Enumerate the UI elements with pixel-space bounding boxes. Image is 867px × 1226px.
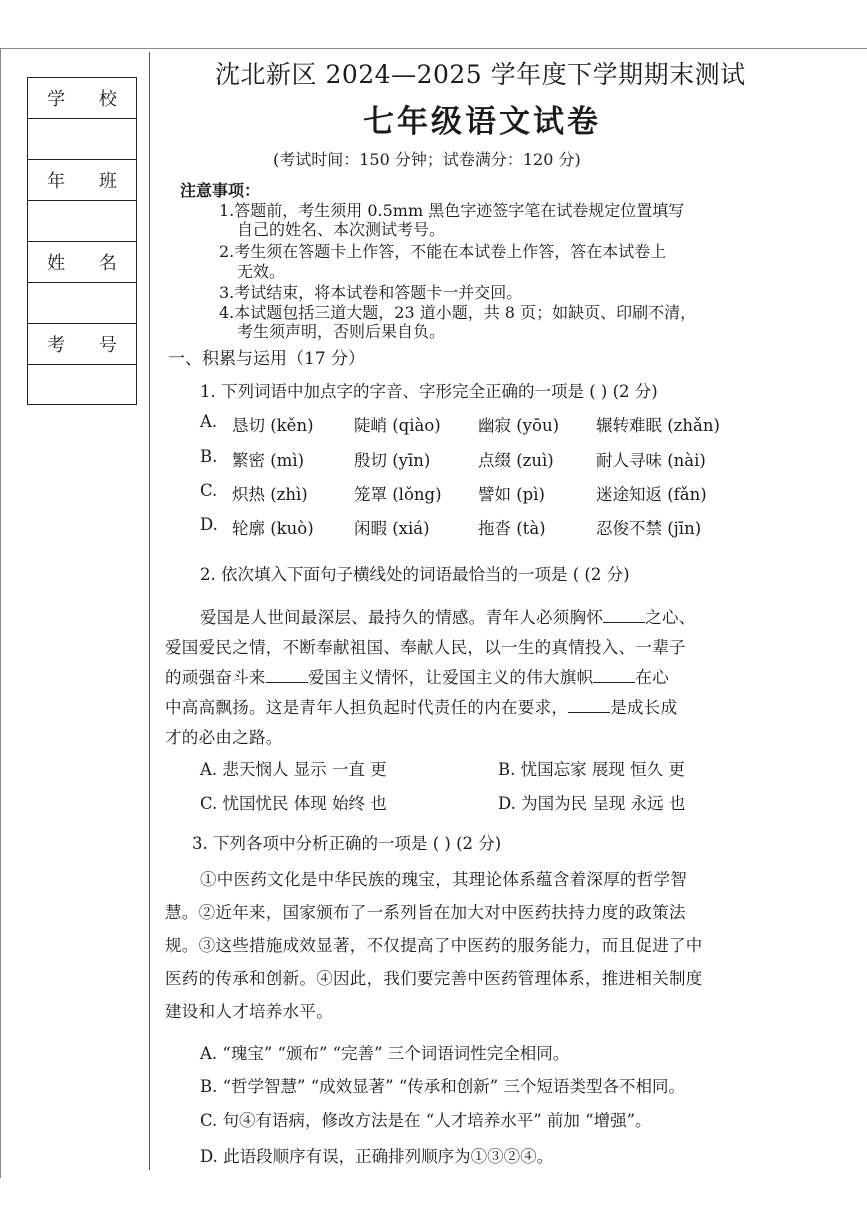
paper-title: 七年级语文试卷: [363, 104, 601, 140]
question-3-passage-line: ①中医药文化是中华民族的瑰宝，其理论体系蕴含着深厚的哲学智: [200, 870, 688, 889]
answer-blank: [603, 608, 645, 623]
option-word: 陡峭 (qiào): [354, 416, 441, 435]
question-2-passage-line: 爱国是人世间最深层、最持久的情感。青年人必须胸怀 之心、: [200, 608, 696, 627]
question-2-option: A. 悲天悯人 显示 一直 更: [200, 760, 387, 779]
answer-blank: [593, 668, 635, 683]
option-word: 幽寂 (yōu): [478, 416, 560, 435]
question-3-passage-line: 建设和人才培养水平。: [165, 1002, 333, 1021]
question-2-passage-line: 爱国爱民之情，不断奉献祖国、奉献人民，以一生的真情投入、一辈子: [165, 638, 686, 657]
option-label: A.: [200, 412, 218, 431]
page-left-rule: [0, 48, 1, 1178]
option-word: 炽热 (zhì): [232, 485, 308, 504]
option-word: 忍俊不禁 (jīn): [596, 519, 702, 538]
notice-line: 4.本试题包括三道大题，23 道小题，共 8 页；如缺页、印刷不清，: [219, 303, 697, 322]
section-heading: 一、积累与运用（17 分）: [168, 349, 366, 369]
notice-line: 自己的姓名、本次测试考号。: [237, 220, 446, 239]
question-2-passage-line: 的顽强奋斗来 爱国主义情怀，让爱国主义的伟大旗帜 在心: [165, 668, 670, 687]
question-2-passage-line: 中高高飘扬。这是青年人担负起时代责任的内在要求， 是成长成: [165, 698, 678, 717]
option-label: D.: [200, 515, 218, 534]
option-label: C.: [200, 481, 218, 500]
notice-title: 注意事项：: [180, 181, 261, 200]
question-2-option: C. 忧国忧民 体现 始终 也: [200, 794, 387, 813]
option-word: 点缀 (zuì): [478, 451, 554, 470]
option-word: 殷切 (yīn): [354, 451, 431, 470]
name-field: [28, 283, 136, 324]
option-word: 笼罩 (lǒng): [354, 485, 442, 504]
notice-line: 3.考试结束，将本试卷和答题卡一并交回。: [219, 283, 523, 302]
notice-line: 1.答题前，考生须用 0.5mm 黑色字迹签字笔在试卷规定位置填写: [219, 201, 685, 220]
notice-line: 无效。: [237, 262, 286, 281]
binding-margin-rule: [149, 52, 150, 1170]
question-2-option: B. 忧国忘家 展现 恒久 更: [498, 760, 685, 779]
option-word: 恳切 (kěn): [232, 416, 314, 435]
question-2-stem: 2. 依次填入下面句子横线处的词语最恰当的一项是 ( (2 分): [200, 565, 630, 584]
school-label: 学 校: [28, 78, 136, 119]
question-2-passage-line: 才的必由之路。: [165, 728, 283, 747]
option-word: 繁密 (mì): [232, 451, 305, 470]
exam-info: (考试时间：150 分钟；试卷满分：120 分): [273, 150, 581, 169]
page-top-rule: [0, 48, 867, 49]
student-info-box: [27, 77, 137, 405]
class-label: 年 班: [28, 160, 136, 201]
option-word: 迷途知返 (fǎn): [596, 485, 707, 504]
notice-line: 考生须声明，否则后果自负。: [237, 322, 446, 341]
name-label: 姓 名: [28, 242, 136, 283]
option-word: 拖沓 (tà): [478, 519, 546, 538]
question-3-option: A. “瑰宝” “颁布” “完善” 三个词语词性完全相同。: [200, 1044, 570, 1063]
option-word: 耐人寻味 (nài): [596, 451, 706, 470]
question-3-option: D. 此语段顺序有误，正确排列顺序为①③②④。: [200, 1147, 554, 1166]
question-3-stem: 3. 下列各项中分析正确的一项是 ( ) (2 分): [192, 834, 502, 853]
question-3-passage-line: 医药的传承和创新。④因此，我们要完善中医药管理体系，推进相关制度: [165, 969, 703, 988]
option-word: 闲暇 (xiá): [354, 519, 430, 538]
school-field: [28, 119, 136, 160]
notice-line: 2.考生须在答题卡上作答，不能在本试卷上作答，答在本试卷上: [219, 242, 667, 261]
exam-header: 沈北新区 2024—2025 学年度下学期期末测试: [215, 60, 746, 89]
question-2-option: D. 为国为民 呈现 永远 也: [498, 794, 686, 813]
class-field: [28, 201, 136, 242]
option-word: 轮廓 (kuò): [232, 519, 314, 538]
option-word: 譬如 (pì): [478, 485, 545, 504]
question-3-passage-line: 规。③这些措施成效显著，不仅提高了中医药的服务能力，而且促进了中: [165, 936, 703, 955]
question-1-stem: 1. 下列词语中加点字的字音、字形完全正确的一项是 ( ) (2 分): [200, 382, 658, 401]
question-3-option: B. “哲学智慧” “成效显著” “传承和创新” 三个短语类型各不相同。: [200, 1077, 685, 1096]
exam-number-field: [28, 365, 136, 406]
question-3-passage-line: 慧。②近年来，国家颁布了一系列旨在加大对中医药扶持力度的政策法: [165, 903, 686, 922]
question-3-option: C. 句④有语病，修改方法是在 “人才培养水平” 前加 “增强”。: [200, 1111, 652, 1130]
option-label: B.: [200, 447, 218, 466]
answer-blank: [568, 698, 610, 713]
answer-blank: [266, 668, 308, 683]
option-word: 辗转难眠 (zhǎn): [596, 416, 720, 435]
exam-number-label: 考 号: [28, 324, 136, 365]
